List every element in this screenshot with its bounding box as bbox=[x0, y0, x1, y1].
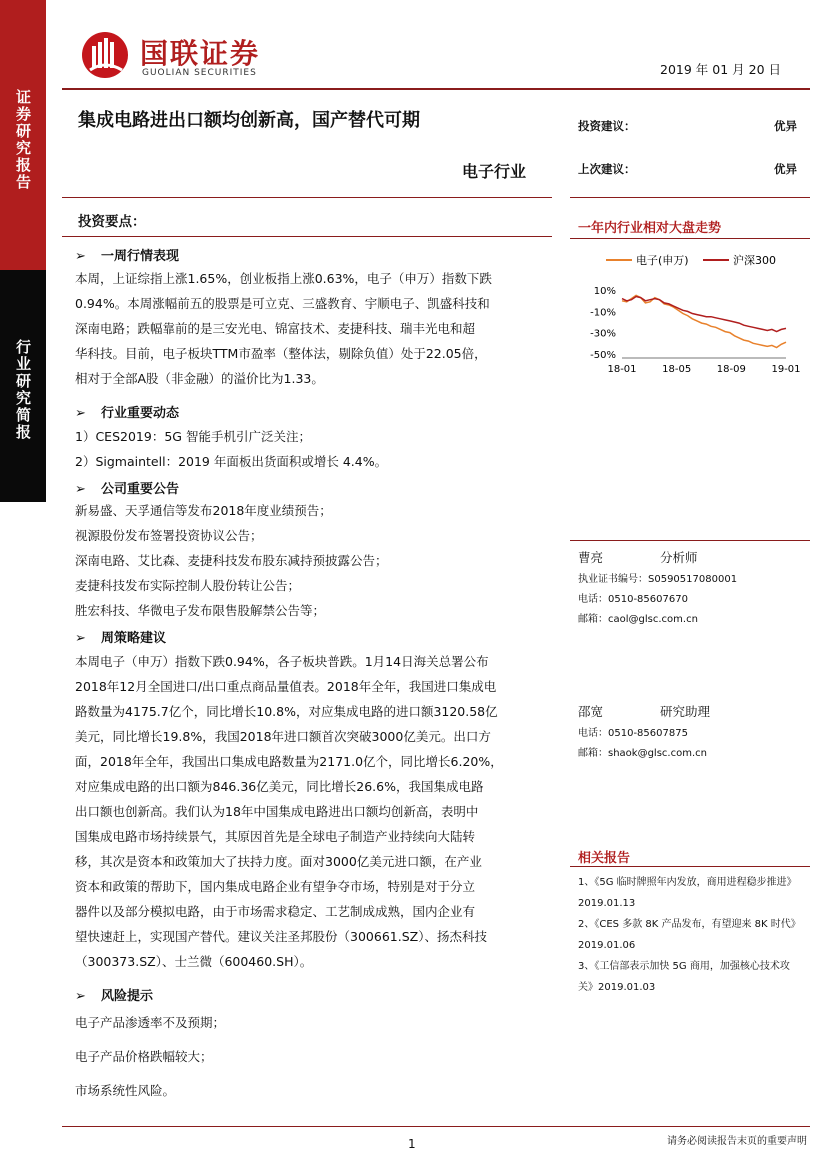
related-report-link[interactable]: 1、《5G 临时牌照年内发放，商用进程稳步推进》 bbox=[578, 877, 797, 888]
assistant-phone: 电话：0510-85607875 bbox=[578, 728, 688, 739]
section-heading-weekly bbox=[75, 245, 179, 264]
invest-rating-label: 投资建议： bbox=[578, 119, 636, 133]
footer-disclaimer: 请务必阅读报告末页的重要声明 bbox=[667, 1136, 807, 1147]
risk-line: 市场系统性风险。 bbox=[75, 1083, 176, 1098]
relative-performance-chart bbox=[578, 244, 808, 384]
strategy-line: 2018年12月全国进口/出口重点商品量值表。2018年全年，我国进口集成电 bbox=[75, 679, 497, 694]
arrow-icon: ➢ bbox=[75, 406, 86, 421]
key-points-divider bbox=[62, 236, 552, 237]
analyst-phone: 电话：0510-85607670 bbox=[578, 594, 688, 605]
news-line: 1）CES2019：5G 智能手机引广泛关注； bbox=[75, 429, 311, 444]
analyst-role: 分析师 bbox=[660, 550, 698, 565]
strategy-line: 面，2018年全年，我国出口集成电路数量为2171.0亿个，同比增长6.20%， bbox=[75, 754, 503, 769]
weekly-line: 华科技。目前，电子板块TTM市盈率（整体法，剔除负值）处于22.05倍， bbox=[75, 346, 487, 361]
arrow-icon: ➢ bbox=[75, 482, 86, 497]
y-axis-ticks bbox=[590, 286, 616, 361]
analyst-name: 曹亮 bbox=[578, 550, 604, 565]
rating-divider bbox=[570, 197, 810, 198]
analyst-email: 邮箱：caol@glsc.com.cn bbox=[578, 614, 698, 625]
logo-emblem-icon bbox=[80, 30, 130, 80]
strategy-line: 对应集成电路的出口额为846.36亿美元，同比增长26.6%，我国集成电路 bbox=[75, 779, 484, 794]
legend-label-hs300: 沪深300 bbox=[733, 254, 776, 267]
chart-panel-title: 一年内行业相对大盘走势 bbox=[578, 221, 722, 236]
assistant-name: 邵宽 bbox=[578, 704, 604, 719]
logo-cn-text: 国联证券 bbox=[140, 37, 261, 70]
section-heading-weekly-text: 一周行情表现 bbox=[101, 249, 180, 264]
company-paragraph bbox=[75, 498, 549, 623]
sidebar-report-category: 行业研究简报 bbox=[14, 339, 32, 441]
section-heading-strategy-text: 周策略建议 bbox=[101, 631, 167, 646]
last-rating-value: 优异 bbox=[774, 162, 797, 176]
strategy-line: 路数量为4175.7亿个，同比增长10.8%，对应集成电路的进口额3120.58亿 bbox=[75, 704, 498, 719]
arrow-icon: ➢ bbox=[75, 989, 86, 1004]
sidebar-report-type: 证券研究报告 bbox=[14, 89, 32, 191]
y-tick-label: 10% bbox=[593, 286, 616, 298]
legend-label-electronics: 电子(申万) bbox=[636, 254, 689, 267]
company-line: 深南电路、艾比森、麦捷科技发布股东减持预披露公告； bbox=[75, 553, 388, 568]
weekly-line: 相对于全部A股（非金融）的溢价比为1.33。 bbox=[75, 371, 324, 386]
company-line: 新易盛、天孚通信等发布2018年度业绩预告； bbox=[75, 503, 332, 518]
x-tick-label: 19-01 bbox=[771, 364, 801, 375]
strategy-line: 国集成电路市场持续景气，其原因首先是全球电子制造产业持续向大陆转 bbox=[75, 829, 476, 844]
weekly-line: 深南电路；跌幅靠前的是三安光电、锦富技术、麦捷科技、瑞丰光电和超 bbox=[75, 321, 476, 336]
analyst-card bbox=[578, 548, 808, 566]
related-divider bbox=[570, 866, 810, 867]
invest-rating-value: 优异 bbox=[774, 119, 797, 133]
strategy-line: 出口额也创新高。我们认为18年中国集成电路进出口额均创新高，表明中 bbox=[75, 804, 479, 819]
sidebar-red-block bbox=[0, 0, 46, 270]
related-report-date: 2019.01.13 bbox=[578, 898, 636, 909]
strategy-line: 移，其次是资本和政策加大了扶持力度。面对3000亿美元进口额，在产业 bbox=[75, 854, 482, 869]
related-reports-list bbox=[578, 872, 810, 998]
page-number: 1 bbox=[408, 1137, 416, 1151]
strategy-line: 本周电子（申万）指数下跌0.94%，各子板块普跌。1月14日海关总署公布 bbox=[75, 654, 489, 669]
company-line: 麦捷科技发布实际控制人股份转让公告； bbox=[75, 578, 301, 593]
arrow-icon: ➢ bbox=[75, 631, 86, 646]
title-divider bbox=[62, 197, 552, 198]
sidebar bbox=[0, 0, 46, 1169]
y-tick-label: -10% bbox=[590, 307, 616, 319]
weekly-paragraph bbox=[75, 266, 549, 391]
related-report-link[interactable]: 3、《工信部表示加快 5G 商用，加强核心技术攻 bbox=[578, 961, 790, 972]
header-divider bbox=[62, 88, 810, 90]
related-report-link[interactable]: 2、《CES 多款 8K 产品发布，有望迎来 8K 时代》 bbox=[578, 919, 801, 930]
strategy-line: 器件以及部分模拟电路，由于市场需求稳定、工艺制成成熟，国内企业有 bbox=[75, 904, 476, 919]
series-line-hs300 bbox=[622, 297, 786, 332]
related-reports-title: 相关报告 bbox=[578, 851, 631, 866]
x-axis-ticks bbox=[607, 364, 800, 375]
industry-label: 电子行业 bbox=[462, 162, 527, 181]
y-tick-label: -50% bbox=[590, 349, 616, 361]
weekly-line: 0.94%。本周涨幅前五的股票是可立克、三盛教育、宇顺电子、凯盛科技和 bbox=[75, 296, 490, 311]
x-tick-label: 18-05 bbox=[662, 364, 692, 375]
chart-legend bbox=[606, 253, 776, 267]
analyst-top-divider bbox=[570, 540, 810, 541]
strategy-line: 望快速赶上，实现国产替代。建议关注圣邦股份（300661.SZ）、扬杰科技 bbox=[75, 929, 487, 944]
company-logo bbox=[80, 28, 330, 84]
logo-en-text: GUOLIAN SECURITIES bbox=[142, 68, 257, 78]
x-tick-label: 18-09 bbox=[716, 364, 746, 375]
section-heading-risk-text: 风险提示 bbox=[101, 989, 154, 1004]
company-line: 胜宏科技、华微电子发布限售股解禁公告等； bbox=[75, 603, 326, 618]
risk-line: 电子产品渗透率不及预期； bbox=[75, 1015, 226, 1030]
assistant-role: 研究助理 bbox=[660, 704, 711, 719]
section-heading-company bbox=[75, 478, 179, 497]
report-title: 集成电路进出口额均创新高，国产替代可期 bbox=[78, 110, 420, 131]
last-rating-label: 上次建议： bbox=[578, 162, 636, 176]
strategy-line: 资本和政策的帮助下，国内集成电路企业有望争夺市场，特别是对于分立 bbox=[75, 879, 476, 894]
strategy-paragraph bbox=[75, 649, 549, 974]
section-heading-company-text: 公司重要公告 bbox=[101, 482, 180, 497]
news-paragraph bbox=[75, 424, 549, 474]
section-heading-strategy bbox=[75, 627, 166, 646]
weekly-line: 本周，上证综指上涨1.65%，创业板指上涨0.63%，电子（申万）指数下跌 bbox=[75, 271, 492, 286]
strategy-line: 美元，同比增长19.8%，我国2018年进口额首次突破3000亿美元。出口方 bbox=[75, 729, 491, 744]
section-heading-news-text: 行业重要动态 bbox=[101, 406, 180, 421]
section-heading-news bbox=[75, 402, 179, 421]
x-tick-label: 18-01 bbox=[607, 364, 637, 375]
related-report-date: 关》2019.01.03 bbox=[578, 982, 656, 993]
company-line: 视源股份发布签署投资协议公告； bbox=[75, 528, 263, 543]
analyst-cert: 执业证书编号：S0590517080001 bbox=[578, 574, 738, 585]
key-points-title: 投资要点： bbox=[78, 214, 146, 230]
series-line-electronics bbox=[622, 295, 786, 347]
arrow-icon: ➢ bbox=[75, 249, 86, 264]
risk-paragraph bbox=[75, 1006, 549, 1108]
section-heading-risk bbox=[75, 985, 153, 1004]
footer-divider bbox=[62, 1126, 810, 1127]
chart-title-divider bbox=[570, 238, 810, 239]
risk-line: 电子产品价格跌幅较大； bbox=[75, 1049, 213, 1064]
assistant-card bbox=[578, 702, 808, 720]
report-date: 2019 年 01 月 20 日 bbox=[660, 62, 781, 77]
sidebar-black-block bbox=[0, 270, 46, 502]
strategy-line: （300373.SZ）、士兰微（600460.SH）。 bbox=[75, 954, 313, 969]
assistant-email: 邮箱：shaok@glsc.com.cn bbox=[578, 748, 707, 759]
news-line: 2）Sigmaintell：2019 年面板出货面积或增长 4.4%。 bbox=[75, 454, 388, 469]
related-report-date: 2019.01.06 bbox=[578, 940, 636, 951]
y-tick-label: -30% bbox=[590, 328, 616, 340]
